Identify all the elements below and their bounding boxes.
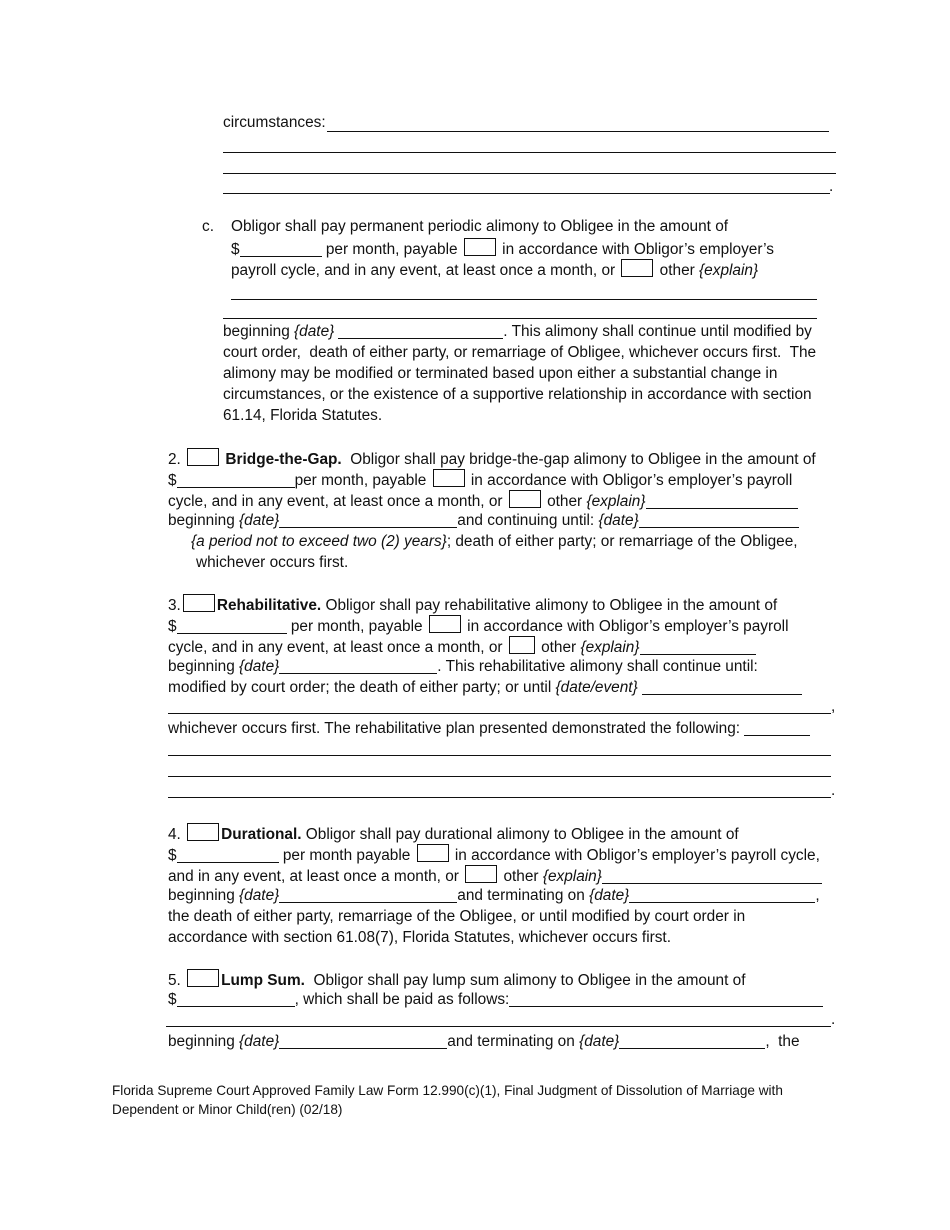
item3-amount-field[interactable] (177, 618, 287, 634)
cycle-text: cycle, and in any event, at least once a month, or (168, 493, 507, 510)
item3-line1 (168, 594, 777, 616)
circumstances-period: . (829, 178, 834, 195)
item-c-date-field[interactable] (338, 323, 503, 339)
item-c-line-b: court order, death of either party, or remarriage of Obligee, whichever occurs first. The (223, 344, 817, 361)
circumstances-blank-3[interactable] (223, 173, 836, 174)
continuing-text: and continuing until: (457, 512, 599, 529)
modified-text: modified by court order; the death of either party; or until (168, 679, 556, 696)
period-text: {a period not to exceed two (2) years} (191, 533, 447, 550)
item4-end-date-field[interactable] (629, 887, 815, 903)
item-c-line-d: circumstances, or the existence of a supportive relationship in accordance with section (223, 386, 812, 403)
dollar-sign: $ (168, 618, 177, 635)
item5-terms-blank[interactable] (166, 1026, 831, 1027)
item3-other-checkbox[interactable] (509, 636, 535, 654)
item2-explain-field[interactable] (646, 493, 798, 509)
dollar-sign: $ (168, 847, 177, 864)
other-text: other (542, 493, 587, 510)
item2-number: 2. (168, 451, 181, 468)
item3-date-field[interactable] (279, 658, 437, 674)
continue-text: . This alimony shall continue until modified by (503, 323, 812, 340)
item4-line4 (168, 886, 820, 906)
item5-line1 (168, 969, 746, 991)
item2-payroll-checkbox[interactable] (433, 469, 465, 487)
item-c-explain-blank[interactable] (231, 299, 817, 300)
beginning-text: beginning (223, 323, 295, 340)
item4-line6: accordance with section 61.08(7), Florida Statutes, whichever occurs first. (168, 929, 671, 946)
item5-number: 5. (168, 972, 181, 989)
paid-text: , which shall be paid as follows: (294, 991, 510, 1008)
accordance-text: in accordance with Obligor’s employer’s payroll (466, 472, 793, 489)
date-text: {date} (589, 887, 630, 904)
item4-line2 (168, 844, 820, 866)
item5-line3 (168, 1032, 800, 1052)
beginning-text: beginning (168, 512, 240, 529)
circumstances-blank[interactable] (327, 131, 829, 132)
circumstances-line (223, 113, 326, 133)
terminating-text: and terminating on (447, 1033, 580, 1050)
item4-checkbox[interactable] (187, 823, 219, 841)
item3-line2 (168, 615, 789, 637)
explain-text: {explain} (586, 493, 646, 510)
per-month-text: per month, payable (321, 241, 462, 258)
item4-line5: the death of either party, remarriage of the Obligee, or until modified by court order in (168, 908, 746, 925)
terminating-text: and terminating on (457, 887, 590, 904)
explain-text: {explain} (580, 639, 640, 656)
item2-line1 (168, 448, 816, 470)
item5-terms-field[interactable] (509, 991, 823, 1007)
item5-title: Lump Sum. (221, 972, 305, 989)
date-event-text: {date/event} (555, 679, 638, 696)
beginning-text: beginning (168, 887, 240, 904)
item2-end-date-field[interactable] (639, 512, 799, 528)
date-text: {date} (239, 1033, 280, 1050)
date-text: {date} (294, 323, 335, 340)
dollar-sign: $ (168, 472, 177, 489)
item2-checkbox[interactable] (187, 448, 219, 466)
dollar-sign: $ (231, 241, 240, 258)
the-text: , the (765, 1033, 800, 1050)
form-footer: Florida Supreme Court Approved Family Law Form 12.990(c)(1), Final Judgment of Dissolution of Marriage with Dependent or Minor Child(ren) (02/18) (112, 1083, 783, 1117)
cycle-text: cycle, and in any event, at least once a month, or (168, 639, 507, 656)
continue-text: . This rehabilitative alimony shall continue until: (437, 658, 758, 675)
item3-explain-field[interactable] (640, 639, 756, 655)
other-text: other (499, 868, 543, 885)
item-c-amount-field[interactable] (240, 241, 322, 257)
item4-amount-field[interactable] (177, 847, 279, 863)
accordance-text: in accordance with Obligor’s employer’s payroll cycle, (450, 847, 820, 864)
item-c-payroll-checkbox[interactable] (464, 238, 496, 256)
item5-begin-date-field[interactable] (279, 1033, 447, 1049)
death-text: ; death of either party; or remarriage of the Obligee, (446, 533, 798, 550)
comma-text: , (815, 887, 820, 904)
item4-begin-date-field[interactable] (279, 887, 457, 903)
per-month-text: per month, payable (294, 472, 431, 489)
item3-comma: , (831, 698, 836, 715)
item2-line5 (191, 532, 798, 552)
item3-plan-blank-2[interactable] (168, 776, 831, 777)
item3-checkbox[interactable] (183, 594, 215, 612)
circumstances-blank-2[interactable] (223, 152, 836, 153)
item-c-beginning-line (223, 322, 812, 342)
item4-other-checkbox[interactable] (465, 865, 497, 883)
item3-end-period: . (831, 782, 836, 799)
item3-event-field[interactable] (642, 679, 802, 695)
item4-payroll-checkbox[interactable] (417, 844, 449, 862)
item5-period: . (831, 1011, 836, 1028)
item5-text1: Obligor shall pay lump sum alimony to Obligee in the amount of (304, 972, 746, 989)
accordance-text: in accordance with Obligor’s employer’s (497, 241, 774, 258)
item3-plan-blank-3[interactable] (168, 797, 831, 798)
item4-number: 4. (168, 826, 181, 843)
explain-text: {explain} (542, 868, 602, 885)
date-text: {date} (239, 658, 280, 675)
item3-number: 3. (168, 597, 181, 614)
item3-plan-field[interactable] (744, 720, 810, 736)
item4-title: Durational. (221, 826, 302, 843)
item3-line4 (168, 657, 758, 677)
item-c-letter: c. (202, 218, 214, 235)
explain-text: {explain} (699, 262, 759, 279)
item3-line6 (168, 719, 810, 739)
beginning-text: beginning (168, 658, 240, 675)
item2-line3 (168, 490, 798, 512)
accordance-text: in accordance with Obligor’s employer’s payroll (462, 618, 789, 635)
circumstances-blank-4[interactable] (223, 193, 830, 194)
item3-event-blank[interactable] (168, 713, 831, 714)
whichever-text: whichever occurs first. The rehabilitative plan presented demonstrated the following: (168, 720, 745, 737)
item4-line1 (168, 823, 739, 845)
item5-checkbox[interactable] (187, 969, 219, 987)
item2-line4 (168, 511, 799, 531)
date-text: {date} (239, 887, 280, 904)
item2-line6: whichever occurs first. (196, 554, 349, 571)
item2-text1: Obligor shall pay bridge-the-gap alimony to Obligee in the amount of (341, 451, 816, 468)
item-c-line3 (231, 259, 758, 281)
payroll-text: payroll cycle, and in any event, at least once a month, or (231, 262, 620, 279)
item-c-line2 (231, 238, 774, 260)
item3-payroll-checkbox[interactable] (429, 615, 461, 633)
circumstances-label: circumstances: (223, 114, 326, 131)
other-text: other (536, 639, 581, 656)
item-c-explain-blank-2[interactable] (223, 318, 817, 319)
item3-line5 (168, 678, 802, 698)
item3-line3 (168, 636, 756, 658)
and-in-text: and in any event, at least once a month, or (168, 868, 464, 885)
item2-title: Bridge-the-Gap. (225, 451, 342, 468)
beginning-text: beginning (168, 1033, 240, 1050)
date-text: {date} (239, 512, 280, 529)
item5-end-date-field[interactable] (619, 1033, 765, 1049)
other-text: other (655, 262, 700, 279)
per-month-text: per month payable (278, 847, 415, 864)
date-text: {date} (598, 512, 639, 529)
item-c-other-checkbox[interactable] (621, 259, 653, 277)
item4-text1: Obligor shall pay durational alimony to Obligee in the amount of (301, 826, 739, 843)
dollar-sign: $ (168, 991, 177, 1008)
item-c-line-e: 61.14, Florida Statutes. (223, 407, 383, 424)
item2-line2 (168, 469, 792, 491)
item3-text1: Obligor shall pay rehabilitative alimony to Obligee in the amount of (321, 597, 778, 614)
item3-plan-blank-1[interactable] (168, 755, 831, 756)
item2-other-checkbox[interactable] (509, 490, 541, 508)
item4-line3 (168, 865, 822, 887)
per-month-text: per month, payable (286, 618, 427, 635)
item3-title: Rehabilitative. (216, 597, 322, 614)
item2-begin-date-field[interactable] (279, 512, 457, 528)
item4-explain-field[interactable] (602, 868, 822, 884)
item5-line2 (168, 990, 823, 1010)
item-c-line1: Obligor shall pay permanent periodic alimony to Obligee in the amount of (231, 218, 729, 235)
date-text: {date} (579, 1033, 620, 1050)
item5-amount-field[interactable] (177, 991, 295, 1007)
item2-amount-field[interactable] (177, 472, 295, 488)
item-c-line-c: alimony may be modified or terminated based upon either a substantial change in (223, 365, 778, 382)
